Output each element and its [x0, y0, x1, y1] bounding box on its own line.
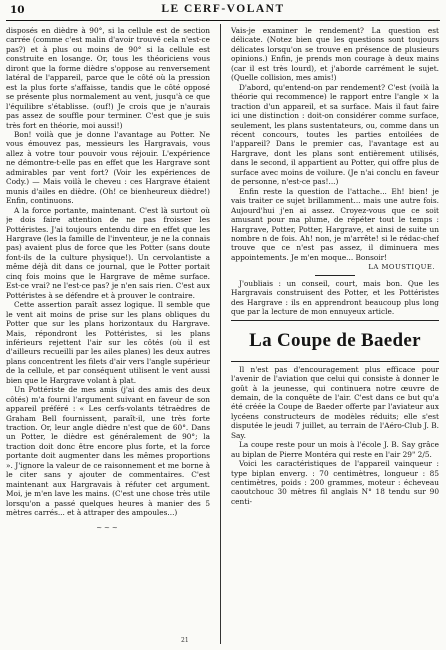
- paragraph: Voici les caractéristiques de l'appareil vainqueur : type biplan enverg. : 70 centimètres, longueur : 85 centimètres, poids : 200 grammes, moteur : écheveau caoutchouc 30 mètres fil anglais N° 18 tendu sur 90 centi-: [231, 459, 439, 506]
- paragraph: D'abord, qu'entend-on par rendement? C'est (voilà la théorie qui recommence) le rapport entre l'angle × la traction d'un appareil, et sa surface. Mais il faut faire ici une distinction : doit-on considérer comme surface, seulement, les plans sustentateurs, ou, comme dans un récent concours, toutes les parties entoilées de l'appareil? Dans le premier cas, l'avantage est au Hargrave, dont les plans sont entièrement utilisés, dans le second, il appartient au Potter, qui offre plus de surface avec moins de voilure. (Je n'ai conclu en faveur de personne, n'est-ce pas!...): [231, 82, 439, 187]
- paragraph: Enfin reste la question de l'attache... Eh! bien! je vais traiter ce sujet brillamment... mais une autre fois. Aujourd'hui j'en ai assez. Croyez-vous que ce soit amusant pour ma plume, de répéter tout le temps : Hargrave, Potter, Potter, Hargrave, et ainsi de suite un nombre n de fois. Ah! non, je m'arrête! si le rédac-chef trouve que ce n'est pas assez, il diminuera mes appointements. Je m'en moque... Bonsoir!: [231, 186, 439, 262]
- section-rule-top: [231, 320, 439, 321]
- paragraph: Vais-je examiner le rendement? La question est délicate. (Notez bien que les questions sont toujours délicates lorsqu'on se trouve en présence de plusieurs opinions.) Enfin, je prends mon courage à deux mains (car il est très lourd), et j'aborde carrément le sujet. (Quelle collision, mes amis!): [231, 26, 439, 83]
- column-divider: [220, 24, 221, 644]
- left-column: [6, 26, 210, 644]
- paragraph: Bon! voilà que je donne l'avantage au Potter. Ne vous émouvez pas, messieurs les Hargravais, vous allez à votre tour pouvoir vous réjouir. L'expérience ne démontre-t-elle pas en effet que les Hargrave sont admirables par vent fort? (Voir les expériences de Cody.) — Mais voilà le cheveu : ces Hargrave étaient munis d'ailes en dièdre. (Oh! ce bienheureux dièdre!) Enfin, continuons.: [6, 129, 210, 206]
- paragraph: Un Pottériste de mes amis (j'ai des amis des deux côtés) m'a fourni l'argument suivant en faveur de son appareil préféré : « Les cerfs-volants tétraèdres de Graham Bell fournissent, paraît-il, une très forte traction. Or, leur angle dièdre n'est que de 60°. Dans un Potter, le dièdre est généralement de 90°; la traction doit donc être encore plus forte, et la force portante doit augmenter dans les mêmes proportions ». J'ignore la valeur de ce raisonnement et me borne à le citer sans y ajouter de commentaires. C'est maintenant aux Hargravais à réfuter cet argument. Moi, je m'en lave les mains. (C'est une chose très utile lorsqu'on a passé quelques heures à manier des 5 mètres carrés... et à attraper des ampoules...): [6, 385, 210, 518]
- section-title: La Coupe de Baeder: [249, 329, 421, 351]
- right-column: [231, 26, 439, 644]
- journal-title: LE CERF-VOLANT: [161, 3, 285, 15]
- paragraph: Cette assertion paraît assez logique. Il semble que le vent ait moins de prise sur les plans obliques du Potter que sur les plans horizontaux du Hargrave. Mais, répondront les Pottéristes, si les plans inférieurs rejettent l'air sur les côtés (où il est d'ailleurs recueilli par les ailes planes) les deux autres plans concentrent les filets d'air vers l'angle supérieur de la cellule, et par conséquent utilisent le vent aussi bien que le Hargrave volant à plat.: [6, 300, 210, 385]
- paragraph: J'oubliais : un conseil, court, mais bon. Que les Hargravais construisent des Potter, et les Pottéristes des Hargrave : ils en apprendront beaucoup plus long que par la lecture de mon ennuyeux article.: [231, 278, 439, 317]
- page-number: 10: [10, 4, 25, 16]
- page-header: [0, 0, 446, 22]
- paragraph: A la force portante, maintenant. C'est là surtout où je dois faire attention de ne pas froisser les Pottéristes. J'ai toujours entendu dire en effet que les Hargrave (les la famille de l'inventeur, je ne la connais pas) avaient plus de force que les Potter (sans doute font-ils de la culture physique!). Un cervolantiste a même déjà dit dans ce journal, que le Potter portait cinq fois moins que le Hargrave de même surface. Est-ce vrai? ne l'est-ce pas? je n'en sais rien. C'est aux Pottéristes à se défendre et à prouver le contraire.: [6, 205, 210, 300]
- paragraph: La coupe reste pour un mois à l'école J. B. Say grâce au biplan de Pierre Montéra qui reste en l'air 29" 2/5.: [231, 440, 439, 459]
- paragraph: Il n'est pas d'encouragement plus efficace pour l'avenir de l'aviation que celui qui consiste à donner le goût à la jeunesse, qui continuera notre œuvre de demain, de la conquête de l'air. C'est dans ce but qu'a été créée la Coupe de Baeder offerte par l'aviateur aux lycéens constructeurs de modèles réduits; elle s'est disputée le jeudi 7 juillet, au terrain de l'Aéro-Club J. B. Say.: [231, 364, 439, 440]
- ornament-mark: ~~~: [96, 523, 120, 532]
- header-rule: [6, 20, 440, 21]
- short-separator: [315, 275, 355, 276]
- section-rule-bottom: [231, 361, 439, 362]
- paragraph: disposés en dièdre à 90°, si la cellule est de section carrée (comme c'est malin d'avoir trouvé cela n'est-ce pas?) et à plus ou moins de 90° si la cellule est construite en losange. Or, tous les théoriciens vous diront que la forme dièdre s'oppose au renversement latéral de l'appareil, parce que le côté où la pression est la plus forte s'affaisse, tandis que le côté opposé se présente plus normalement au vent, jusqu'à ce que l'équilibre s'établisse. (ouf!) Je crois que je n'aurais pas assez de souffle pour terminer. C'est que je suis très fort en théorie, moi aussi!): [6, 26, 210, 130]
- bottom-mark: 21: [181, 637, 189, 644]
- author-signature: LA MOUSTIQUE.: [368, 263, 435, 272]
